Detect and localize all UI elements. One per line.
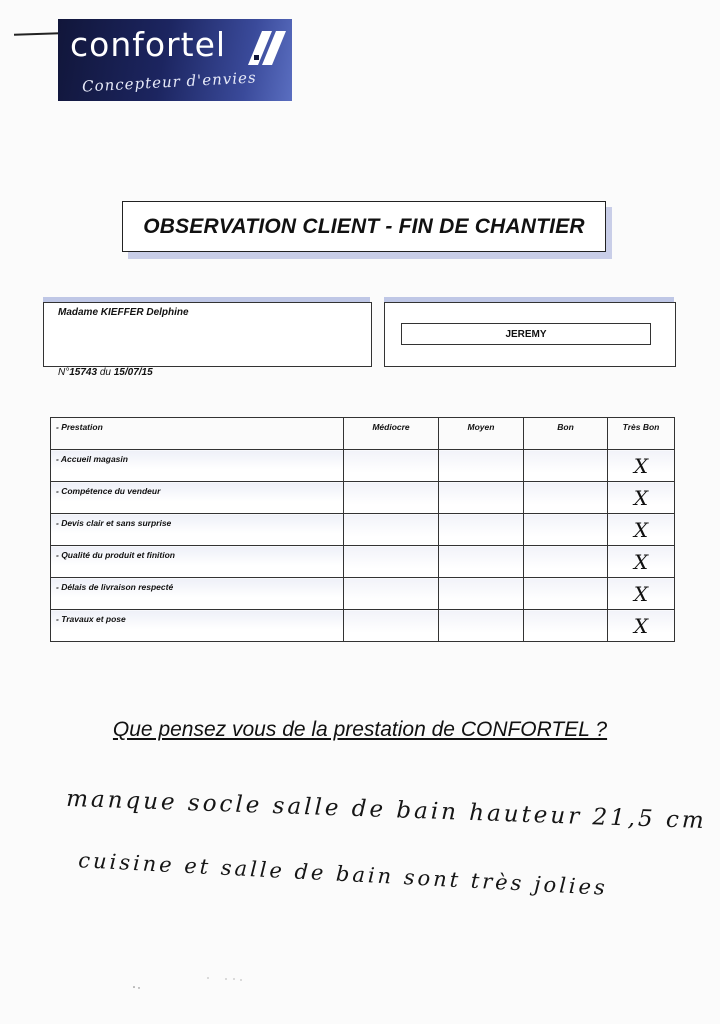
client-box bbox=[43, 302, 372, 367]
logo-name: confortel bbox=[70, 25, 227, 64]
seller-name: JEREMY bbox=[401, 323, 651, 345]
feedback-question: Que pensez vous de la prestation de CONFORTEL ? bbox=[112, 718, 608, 741]
moyen-cell bbox=[439, 514, 524, 546]
header-bon: Bon bbox=[524, 418, 608, 450]
table-header-row bbox=[51, 418, 675, 450]
logo-slash-icon bbox=[244, 29, 290, 67]
moyen-cell bbox=[439, 450, 524, 482]
row-label: - Qualité du produit et finition bbox=[51, 546, 344, 578]
bon-cell bbox=[524, 578, 608, 610]
moyen-cell bbox=[439, 610, 524, 642]
row-label: - Compétence du vendeur bbox=[51, 482, 344, 514]
header-prestation: - Prestation bbox=[51, 418, 344, 450]
mediocre-cell bbox=[344, 482, 439, 514]
rating-table bbox=[50, 417, 675, 642]
header-tres-bon: Très Bon bbox=[608, 418, 675, 450]
mediocre-cell bbox=[344, 546, 439, 578]
order-number: 15743 bbox=[69, 367, 98, 378]
table-row bbox=[51, 578, 675, 610]
tres-bon-mark: X bbox=[608, 450, 675, 482]
bon-cell bbox=[524, 482, 608, 514]
order-prefix: N° bbox=[58, 367, 70, 378]
confortel-logo bbox=[58, 19, 292, 101]
row-label: - Accueil magasin bbox=[51, 450, 344, 482]
scan-specks bbox=[130, 975, 330, 995]
tres-bon-mark: X bbox=[608, 578, 675, 610]
table-row bbox=[51, 546, 675, 578]
row-label: - Devis clair et sans surprise bbox=[51, 514, 344, 546]
table-row bbox=[51, 450, 675, 482]
page-title: OBSERVATION CLIENT - FIN DE CHANTIER bbox=[122, 201, 606, 252]
table-row bbox=[51, 482, 675, 514]
client-name: Madame KIEFFER Delphine bbox=[58, 307, 189, 318]
mediocre-cell bbox=[344, 450, 439, 482]
bon-cell bbox=[524, 450, 608, 482]
header-moyen: Moyen bbox=[439, 418, 524, 450]
seller-box bbox=[384, 302, 676, 367]
handwritten-line-2: cuisine et salle de bain sont très jolies bbox=[77, 848, 609, 900]
order-date: 15/07/15 bbox=[113, 367, 153, 378]
row-label: - Travaux et pose bbox=[51, 610, 344, 642]
scan-mark bbox=[14, 32, 60, 36]
order-line bbox=[58, 367, 153, 378]
tres-bon-mark: X bbox=[608, 610, 675, 642]
moyen-cell bbox=[439, 578, 524, 610]
moyen-cell bbox=[439, 482, 524, 514]
mediocre-cell bbox=[344, 610, 439, 642]
mediocre-cell bbox=[344, 514, 439, 546]
header-mediocre: Médiocre bbox=[344, 418, 439, 450]
tres-bon-mark: X bbox=[608, 482, 675, 514]
row-label: - Délais de livraison respecté bbox=[51, 578, 344, 610]
tres-bon-mark: X bbox=[608, 514, 675, 546]
logo-tagline: Concepteur d'envies bbox=[81, 68, 258, 96]
tres-bon-mark: X bbox=[608, 546, 675, 578]
table-row bbox=[51, 610, 675, 642]
rating-table-wrap bbox=[50, 417, 674, 638]
table-row bbox=[51, 514, 675, 546]
moyen-cell bbox=[439, 546, 524, 578]
bon-cell bbox=[524, 514, 608, 546]
bon-cell bbox=[524, 610, 608, 642]
order-date-prefix: du bbox=[99, 367, 111, 378]
bon-cell bbox=[524, 546, 608, 578]
mediocre-cell bbox=[344, 578, 439, 610]
handwritten-line-1: manque socle salle de bain hauteur 21,5 cm bbox=[65, 785, 708, 835]
